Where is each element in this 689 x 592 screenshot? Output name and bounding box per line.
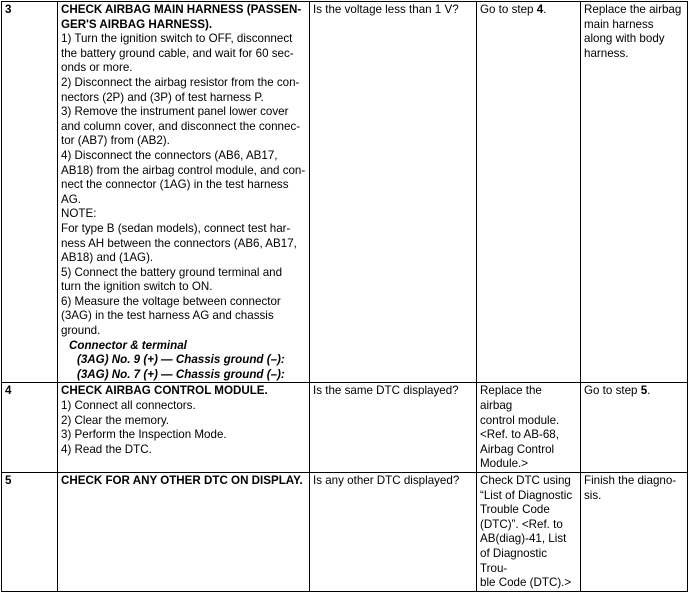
check-cell: Is any other DTC displayed? <box>310 473 477 592</box>
no-line: Replace the airbag <box>584 3 682 16</box>
procedure-title: CHECK AIRBAG CONTROL MODULE. <box>61 384 268 398</box>
yes-line: Replace the airbag <box>480 384 542 413</box>
procedure-line: (3AG) in the test harness AG and chassis <box>61 309 274 323</box>
yes-cell <box>477 473 581 592</box>
procedure-line: nect the connector (1AG) in the test harness <box>61 178 289 192</box>
yes-line: (DTC)”. <Ref. to <box>480 517 563 531</box>
procedure-line: 1) Connect all connectors. <box>61 399 196 413</box>
no-line: harness. <box>584 46 629 60</box>
procedure-line: tor (AB7) from (AB2). <box>61 134 170 148</box>
connector-terminal-heading: Connector & terminal <box>69 338 187 352</box>
procedure-cell <box>58 383 310 473</box>
connector-terminal-line: (3AG) No. 7 (+) — Chassis ground (–): <box>77 367 285 381</box>
diagnostic-table <box>1 1 688 592</box>
procedure-cell <box>58 473 310 592</box>
procedure-line: AB18) from the airbag control module, and con- <box>61 163 306 177</box>
no-text: . <box>647 384 651 398</box>
procedure-line: 4) Disconnect the connectors (AB6, AB17, <box>61 148 278 162</box>
procedure-title: CHECK AIRBAG MAIN HARNESS (PASSEN- <box>61 3 302 16</box>
step-number: 3 <box>2 2 58 383</box>
procedure-line: ground. <box>61 324 101 338</box>
check-cell: Is the voltage less than 1 V? <box>310 2 477 383</box>
table-row <box>2 473 688 592</box>
note-line: For type B (sedan models), connect test har- <box>61 221 291 235</box>
no-line: along with body <box>584 32 665 46</box>
step-link[interactable]: 5 <box>640 384 648 398</box>
procedure-cell <box>58 2 310 383</box>
yes-cell <box>477 2 581 383</box>
procedure-line: the battery ground cable, and wait for 60 sec- <box>61 46 294 60</box>
no-line: sis. <box>584 488 602 502</box>
yes-line: control module. <box>480 413 560 427</box>
yes-line: Trouble Code <box>480 503 550 517</box>
no-cell <box>581 2 688 383</box>
note-label: NOTE: <box>61 207 97 221</box>
procedure-line: 3) Perform the Inspection Mode. <box>61 428 227 442</box>
step-number: 5 <box>2 473 58 592</box>
note-line: AB18) and (1AG). <box>61 251 154 265</box>
procedure-line: 4) Read the DTC. <box>61 442 152 456</box>
procedure-line: 1) Turn the ignition switch to OFF, disconnect <box>61 32 293 46</box>
procedure-line: and column cover, and disconnect the connec- <box>61 119 301 133</box>
procedure-line: turn the ignition switch to ON. <box>61 280 213 294</box>
step-number: 4 <box>2 383 58 473</box>
reference-link[interactable]: of Diagnostic Trou- <box>480 546 548 575</box>
procedure-line: 2) Clear the memory. <box>61 413 170 427</box>
step-link[interactable]: 4 <box>536 3 544 16</box>
yes-text: Go to step <box>480 3 537 16</box>
note-line: ness AH between the connectors (AB6, AB17, <box>61 236 297 250</box>
procedure-line: nectors (2P) and (3P) of test harness P. <box>61 90 264 104</box>
table-row <box>2 383 688 473</box>
procedure-title: CHECK FOR ANY OTHER DTC ON DISPLAY. <box>61 474 303 487</box>
procedure-line: AG. <box>61 192 81 206</box>
reference-link[interactable]: Airbag Control <box>480 442 555 456</box>
no-text: Go to step <box>584 384 641 398</box>
no-line: Finish the diagno- <box>584 474 677 487</box>
no-cell <box>581 383 688 473</box>
yes-line: “List of Diagnostic <box>480 488 573 502</box>
reference-link[interactable]: <Ref. to AB-68, <box>480 428 559 442</box>
check-cell: Is the same DTC displayed? <box>310 383 477 473</box>
procedure-line: 6) Measure the voltage between connector <box>61 294 281 308</box>
reference-link[interactable]: ble Code (DTC).> <box>480 576 572 590</box>
procedure-line: 3) Remove the instrument panel lower cover <box>61 105 289 119</box>
reference-link[interactable]: Module.> <box>480 457 529 471</box>
yes-cell <box>477 383 581 473</box>
procedure-line: onds or more. <box>61 61 133 75</box>
yes-text: . <box>543 3 547 16</box>
no-line: main harness <box>584 17 654 31</box>
reference-link[interactable]: AB(diag)-41, List <box>480 532 567 546</box>
no-cell <box>581 473 688 592</box>
yes-line: Check DTC using <box>480 474 571 487</box>
procedure-title: GER'S AIRBAG HARNESS). <box>61 17 213 31</box>
table-row <box>2 2 688 383</box>
procedure-line: 5) Connect the battery ground terminal and <box>61 265 283 279</box>
procedure-line: 2) Disconnect the airbag resistor from the con- <box>61 75 300 89</box>
connector-terminal-line: (3AG) No. 9 (+) — Chassis ground (–): <box>77 353 285 367</box>
